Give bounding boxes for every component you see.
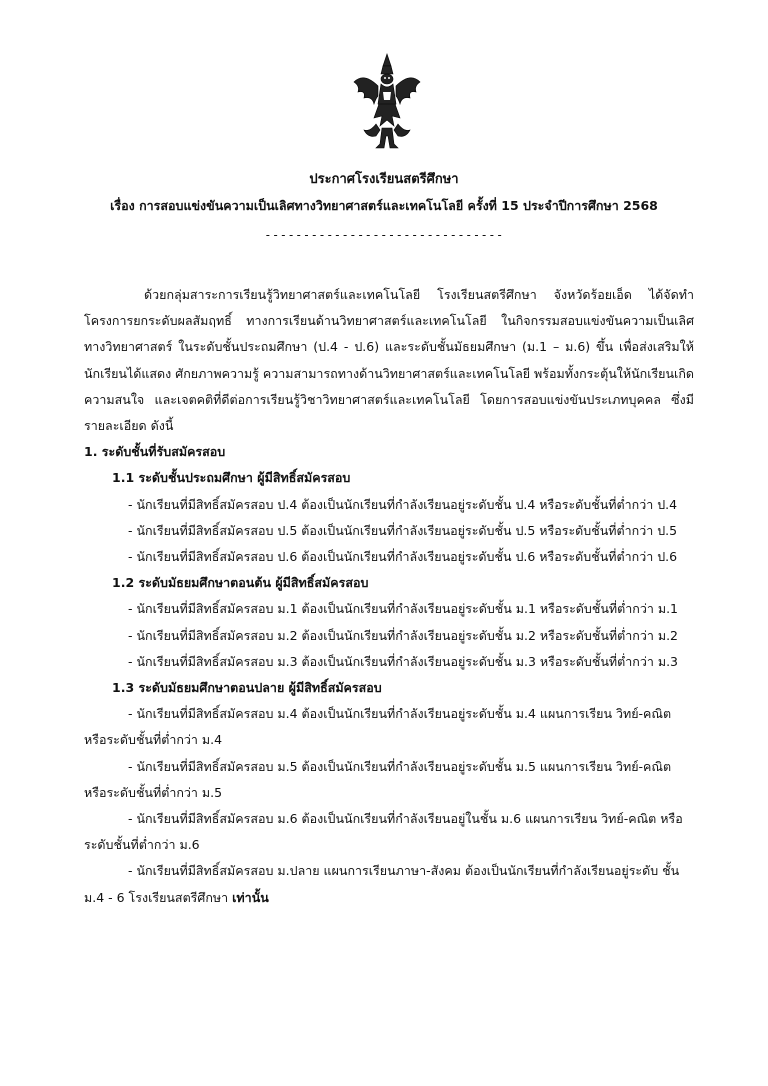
list-item: - นักเรียนที่มีสิทธิ์สมัครสอบ ป.6 ต้องเป็นนักเรียนที่กำลังเรียนอยู่ระดับชั้น ป.6 หรือระดับชั้นที่ต่ำกว่า ป.6 [128,549,678,565]
subsection-heading: 1.2 ระดับมัธยมศึกษาตอนต้น ผู้มีสิทธิ์สมัครสอบ [112,575,369,591]
list-item: - นักเรียนที่มีสิทธิ์สมัครสอบ ม.5 ต้องเป็นนักเรียนที่กำลังเรียนอยู่ระดับชั้น ม.5 แผนการเรียน วิทย์-คณิต หรือระดับชั้นที่ต่ำกว่า ม.5 [84,758,672,800]
document-body [84,282,694,911]
subsection-heading: 1.1 ระดับชั้นประถมศึกษา ผู้มีสิทธิ์สมัครสอบ [112,470,351,486]
divider: ------------------------------- [264,228,504,242]
subsection-heading: 1.3 ระดับมัธยมศึกษาตอนปลาย ผู้มีสิทธิ์สมัครสอบ [112,680,382,696]
garuda-emblem [350,52,424,152]
list-item [84,858,694,910]
intro-paragraph: ด้วยกลุ่มสาระการเรียนรู้วิทยาศาสตร์และเทคโนโลยี โรงเรียนสตรีศึกษา จังหวัดร้อยเอ็ด ได้จัดทำ โครงการยกระดับผลสัมฤทธิ์ ทางการเรียนด้านวิทยาศาสตร์และเทคโนโลยี ในกิจกรรมสอบแข่งขันความเป็นเลิศทางวิทยาศาสตร์ ในระดับชั้นประถมศึกษา (ป.4 - ป.6) และระดับชั้นมัธยมศึกษา (ม.1 – ม.6) ขึ้น เพื่อส่งเสริมให้นักเรียนได้แสดง ศักยภาพความรู้ ความสามารถทางด้านวิทยาศาสตร์และเทคโนโลยี พร้อมทั้งกระตุ้นให้นักเรียนเกิดความสนใจ และเจตคติที่ดีต่อการเรียนรู้วิชาวิทยาศาสตร์และเทคโนโลยี โดยการสอบแข่งขันประเภทบุคคล ซึ่งมีรายละเอียด ดังนี้ [84,287,695,434]
list-item: - นักเรียนที่มีสิทธิ์สมัครสอบ ป.4 ต้องเป็นนักเรียนที่กำลังเรียนอยู่ระดับชั้น ป.4 หรือระดับชั้นที่ต่ำกว่า ป.4 [128,496,678,512]
list-item-text: - นักเรียนที่มีสิทธิ์สมัครสอบ ม.ปลาย แผนการเรียนภาษา-สังคม ต้องเป็นนักเรียนที่กำลังเรียนอยู่ระดับ ชั้น ม.4 - 6 โรงเรียนสตรีศึกษา [84,863,680,905]
emphasis-text: เท่านั้น [232,889,269,905]
list-item: - นักเรียนที่มีสิทธิ์สมัครสอบ ม.1 ต้องเป็นนักเรียนที่กำลังเรียนอยู่ระดับชั้น ม.1 หรือระดับชั้นที่ต่ำกว่า ม.1 [128,601,678,617]
list-item: - นักเรียนที่มีสิทธิ์สมัครสอบ ม.3 ต้องเป็นนักเรียนที่กำลังเรียนอยู่ระดับชั้น ม.3 หรือระดับชั้นที่ต่ำกว่า ม.3 [128,653,678,669]
list-item: - นักเรียนที่มีสิทธิ์สมัครสอบ ม.4 ต้องเป็นนักเรียนที่กำลังเรียนอยู่ระดับชั้น ม.4 แผนการเรียน วิทย์-คณิต หรือระดับชั้นที่ต่ำกว่า ม.4 [84,706,672,748]
list-item: - นักเรียนที่มีสิทธิ์สมัครสอบ ป.5 ต้องเป็นนักเรียนที่กำลังเรียนอยู่ระดับชั้น ป.5 หรือระดับชั้นที่ต่ำกว่า ป.5 [128,522,678,538]
announcement-title: ประกาศโรงเรียนสตรีศึกษา [309,172,459,187]
section-heading: 1. ระดับชั้นที่รับสมัครสอบ [84,444,226,460]
announcement-subject: เรื่อง การสอบแข่งขันความเป็นเลิศทางวิทยาศาสตร์และเทคโนโลยี ครั้งที่ 15 ประจำปีการศึกษา 2568 [110,198,658,213]
list-item: - นักเรียนที่มีสิทธิ์สมัครสอบ ม.6 ต้องเป็นนักเรียนที่กำลังเรียนอยู่ในชั้น ม.6 แผนการเรียน วิทย์-คณิต หรือระดับชั้นที่ต่ำกว่า ม.6 [84,811,683,853]
list-item: - นักเรียนที่มีสิทธิ์สมัครสอบ ม.2 ต้องเป็นนักเรียนที่กำลังเรียนอยู่ระดับชั้น ม.2 หรือระดับชั้นที่ต่ำกว่า ม.2 [128,627,678,643]
